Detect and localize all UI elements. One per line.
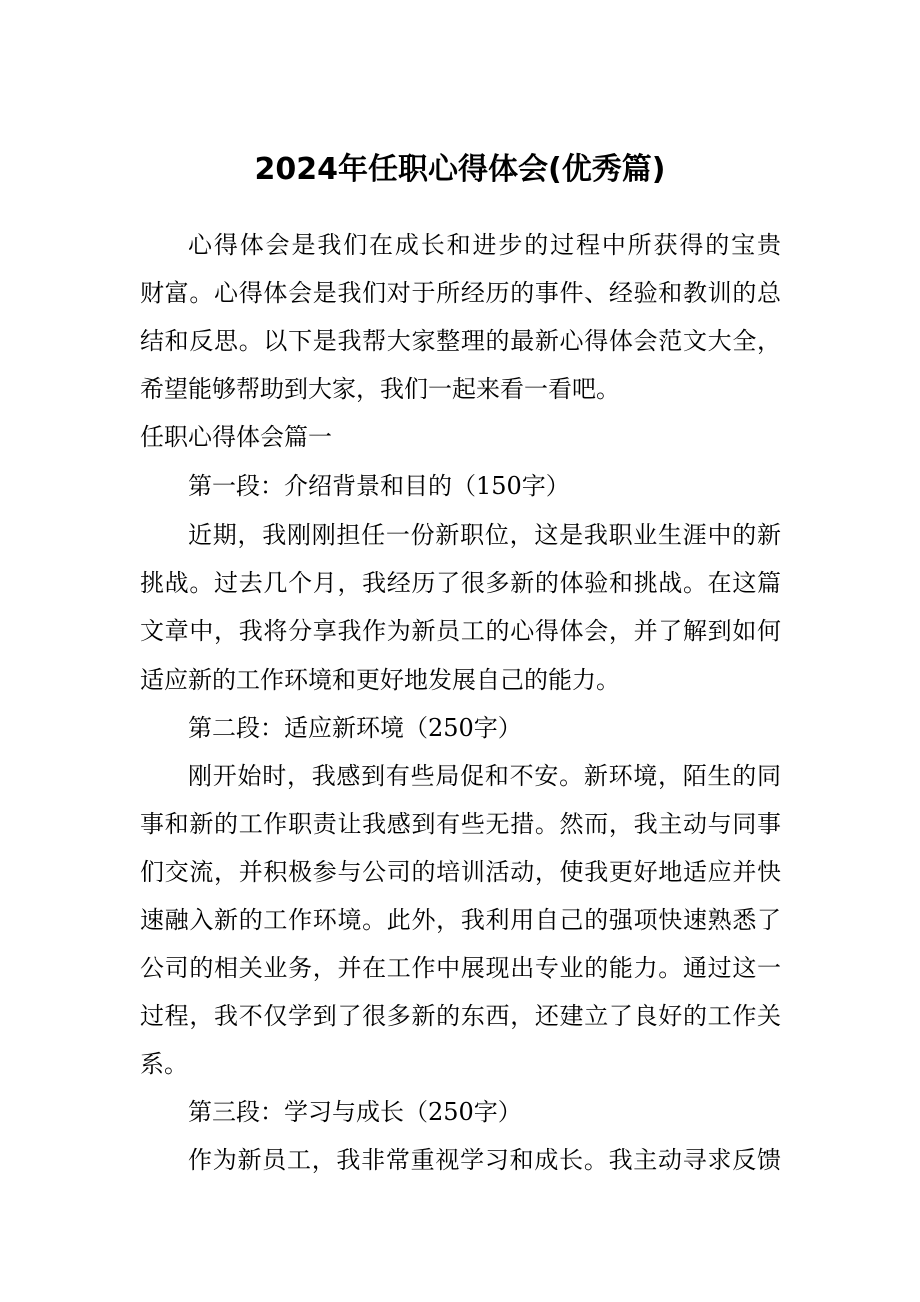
body-text-line: 公司的相关业务，并在工作中展现出专业的能力。通过这一 [140,954,781,982]
body-text-line: 速融入新的工作环境。此外，我利用自己的强项快速熟悉了 [140,906,781,934]
body-text-line: 结和反思。以下是我帮大家整理的最新心得体会范文大全， [140,327,781,355]
section-heading: 任职心得体会篇一 [140,423,332,451]
body-text-line: 作为新员工，我非常重视学习和成长。我主动寻求反馈 [188,1146,781,1174]
body-text-line: 系。 [140,1050,188,1078]
body-text-line: 近期，我刚刚担任一份新职位，这是我职业生涯中的新 [188,521,781,549]
body-text-line: 心得体会是我们在成长和进步的过程中所获得的宝贵 [188,231,781,259]
document-title: 2024年任职心得体会(优秀篇) [254,152,666,187]
body-text-line: 过程，我不仅学到了很多新的东西，还建立了良好的工作关 [140,1002,781,1030]
body-text-line: 们交流，并积极参与公司的培训活动，使我更好地适应并快 [140,858,781,886]
body-text-line: 文章中，我将分享我作为新员工的心得体会，并了解到如何 [140,617,781,645]
body-text-line: 挑战。过去几个月，我经历了很多新的体验和挑战。在这篇 [140,569,781,597]
body-text-line: 适应新的工作环境和更好地发展自己的能力。 [140,666,620,694]
body-text-line: 财富。心得体会是我们对于所经历的事件、经验和教训的总 [140,279,781,307]
body-text-line: 刚开始时，我感到有些局促和不安。新环境，陌生的同 [188,762,781,790]
paragraph-heading: 第三段：学习与成长（250字） [188,1098,522,1126]
body-text-line: 事和新的工作职责让我感到有些无措。然而，我主动与同事 [140,810,781,838]
paragraph-heading: 第一段：介绍背景和目的（150字） [188,472,570,500]
paragraph-heading: 第二段：适应新环境（250字） [188,714,522,742]
body-text-line: 希望能够帮助到大家，我们一起来看一看吧。 [140,375,620,403]
